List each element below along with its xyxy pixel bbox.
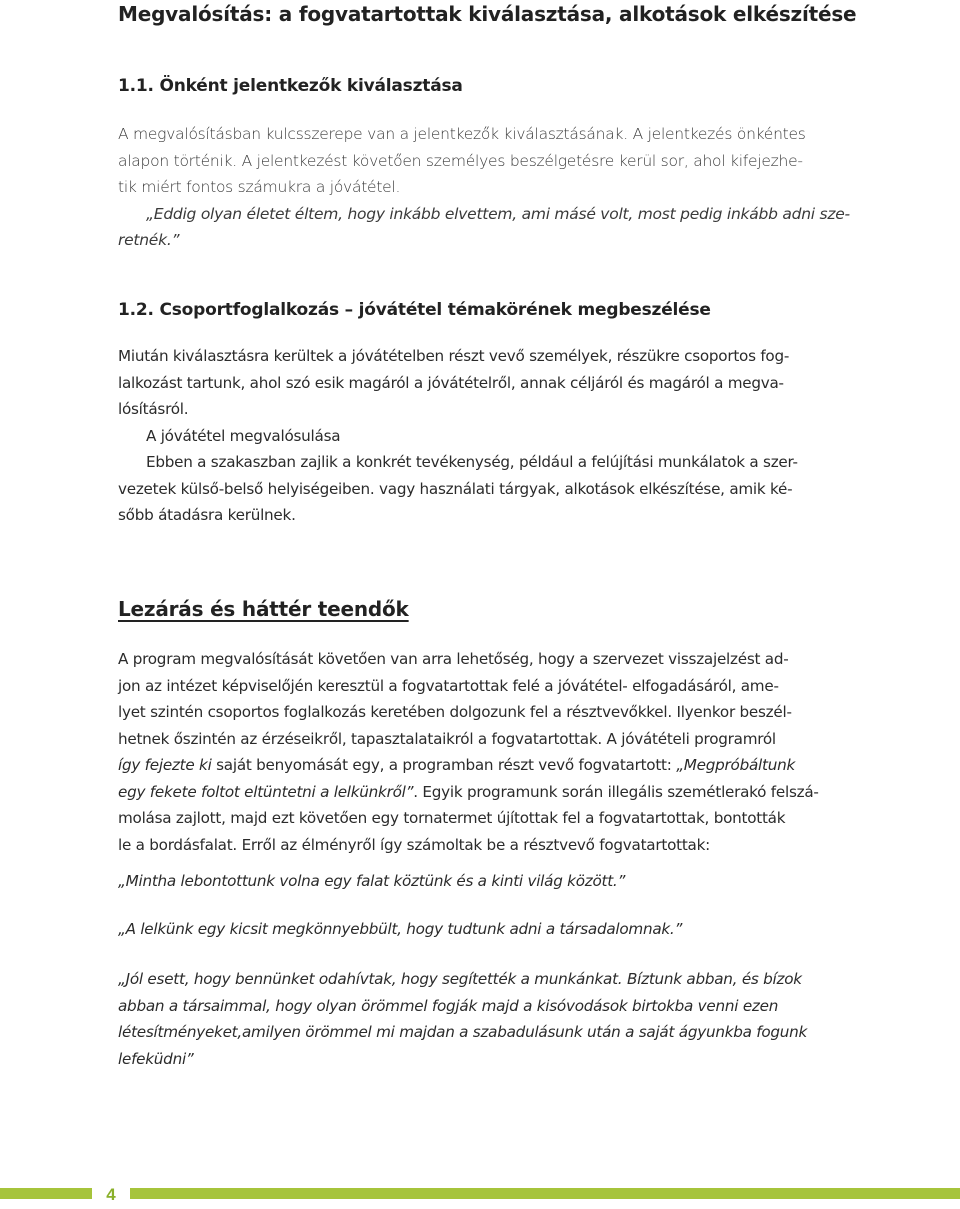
subheading-line: A jóvátétel megvalósulása <box>146 426 341 445</box>
paragraph-line: molása zajlott, majd ezt követően egy tornatermet újítottak fel a fogvatartottak, bontották <box>118 809 786 827</box>
quote-2: „A lelkünk egy kicsit megkönnyebbült, hogy tudtunk adni a társadalomnak.” <box>118 920 683 938</box>
paragraph-line: sőbb átadásra kerülnek. <box>118 506 296 524</box>
paragraph-line: hetnek őszintén az érzéseikről, tapasztalataikról a fogvatartottak. A jóvátételi programról <box>118 729 776 748</box>
paragraph-line: le a bordásfalat. Erről az élményről így számoltak be a résztvevő fogvatartottak: <box>118 835 710 854</box>
quote-line: lefeküdni” <box>118 1049 194 1068</box>
paragraph-line: alapon történik. A jelentkezést követően személyes beszélgetésre kerül sor, ahol kifejezhe- <box>118 151 803 170</box>
paragraph-line <box>118 779 846 806</box>
normal-text: . Egyik programunk során illegális szemétlerakó felszá- <box>413 782 819 801</box>
paragraph-line: Ebben a szakaszban zajlik a konkrét tevékenység, például a felújítási munkálatok a szer- <box>146 453 798 471</box>
paragraph-line: A program megvalósítását követően van arra lehetőség, hogy a szervezet visszajelzést ad- <box>118 650 789 668</box>
page-number: 4 <box>92 1184 130 1206</box>
paragraph-line: jon az intézet képviselőjén keresztül a fogvatartottak felé a jóvátétel- elfogadásáról, ame- <box>118 676 779 695</box>
section-heading-closing: Lezárás és háttér teendők <box>118 597 409 621</box>
paragraph-line: Miután kiválasztásra kerültek a jóvátételben részt vevő személyek, részükre csoportos fog- <box>118 347 790 365</box>
quote-line: „Jól esett, hogy bennünket odahívtak, hogy segítették a munkánkat. Bíztunk abban, és bízok <box>118 970 802 988</box>
normal-text: saját benyomását egy, a programban részt vevő fogvatartott: <box>211 756 677 774</box>
quote-line: létesítményeket,amilyen örömmel mi majdan a szabadulásunk után a saját ágyunkba fogunk <box>118 1023 808 1041</box>
paragraph-line: lyet szintén csoportos foglalkozás keretében dolgozunk fel a résztvevőkkel. Ilyenkor beszél- <box>118 703 792 721</box>
section-heading-1-2: 1.2. Csoportfoglalkozás – jóvátétel témakörének megbeszélése <box>118 300 711 320</box>
quote-line: abban a társaimmal, hogy olyan örömmel fogják majd a kisóvodások birtokba venni ezen <box>118 996 779 1015</box>
page-title: Megvalósítás: a fogvatartottak kiválasztása, alkotások elkészítése <box>118 2 857 26</box>
paragraph-line: vezetek külső-belső helyiségeiben. vagy használati tárgyak, alkotások elkészítése, amik ké- <box>118 479 793 498</box>
closing-paragraph <box>118 646 846 858</box>
paragraph-line: A megvalósításban kulcsszerepe van a jelentkezők kiválasztásának. A jelentkezés önkéntes <box>118 125 806 143</box>
paragraph-line <box>118 752 846 779</box>
quote-line: retnék.” <box>118 231 180 249</box>
paragraph-line: lalkozást tartunk, ahol szó esik magáról a jóvátételről, annak céljáról és magáról a megva- <box>118 373 784 392</box>
quote-1: „Mintha lebontottunk volna egy falat köztünk és a kinti világ között.” <box>118 872 626 890</box>
paragraph-line: tik miért fontos számukra a jóvátétel. <box>118 178 401 196</box>
section-heading-1-1: 1.1. Önként jelentkezők kiválasztása <box>118 76 463 96</box>
italic-phrase: így fejezte ki <box>118 756 212 774</box>
quote-line: „Eddig olyan életet éltem, hogy inkább elvettem, ami másé volt, most pedig inkább adni sze- <box>146 204 850 223</box>
quote-end: egy fekete foltot eltüntetni a lelkünkről” <box>118 782 414 801</box>
quote-start: „Megpróbáltunk <box>676 756 795 774</box>
footer-bar <box>0 1188 960 1199</box>
section-1-2-paragraph <box>118 343 846 529</box>
paragraph-line: lósításról. <box>118 400 189 418</box>
section-1-1-paragraph <box>118 121 850 254</box>
long-quote <box>118 966 846 1072</box>
